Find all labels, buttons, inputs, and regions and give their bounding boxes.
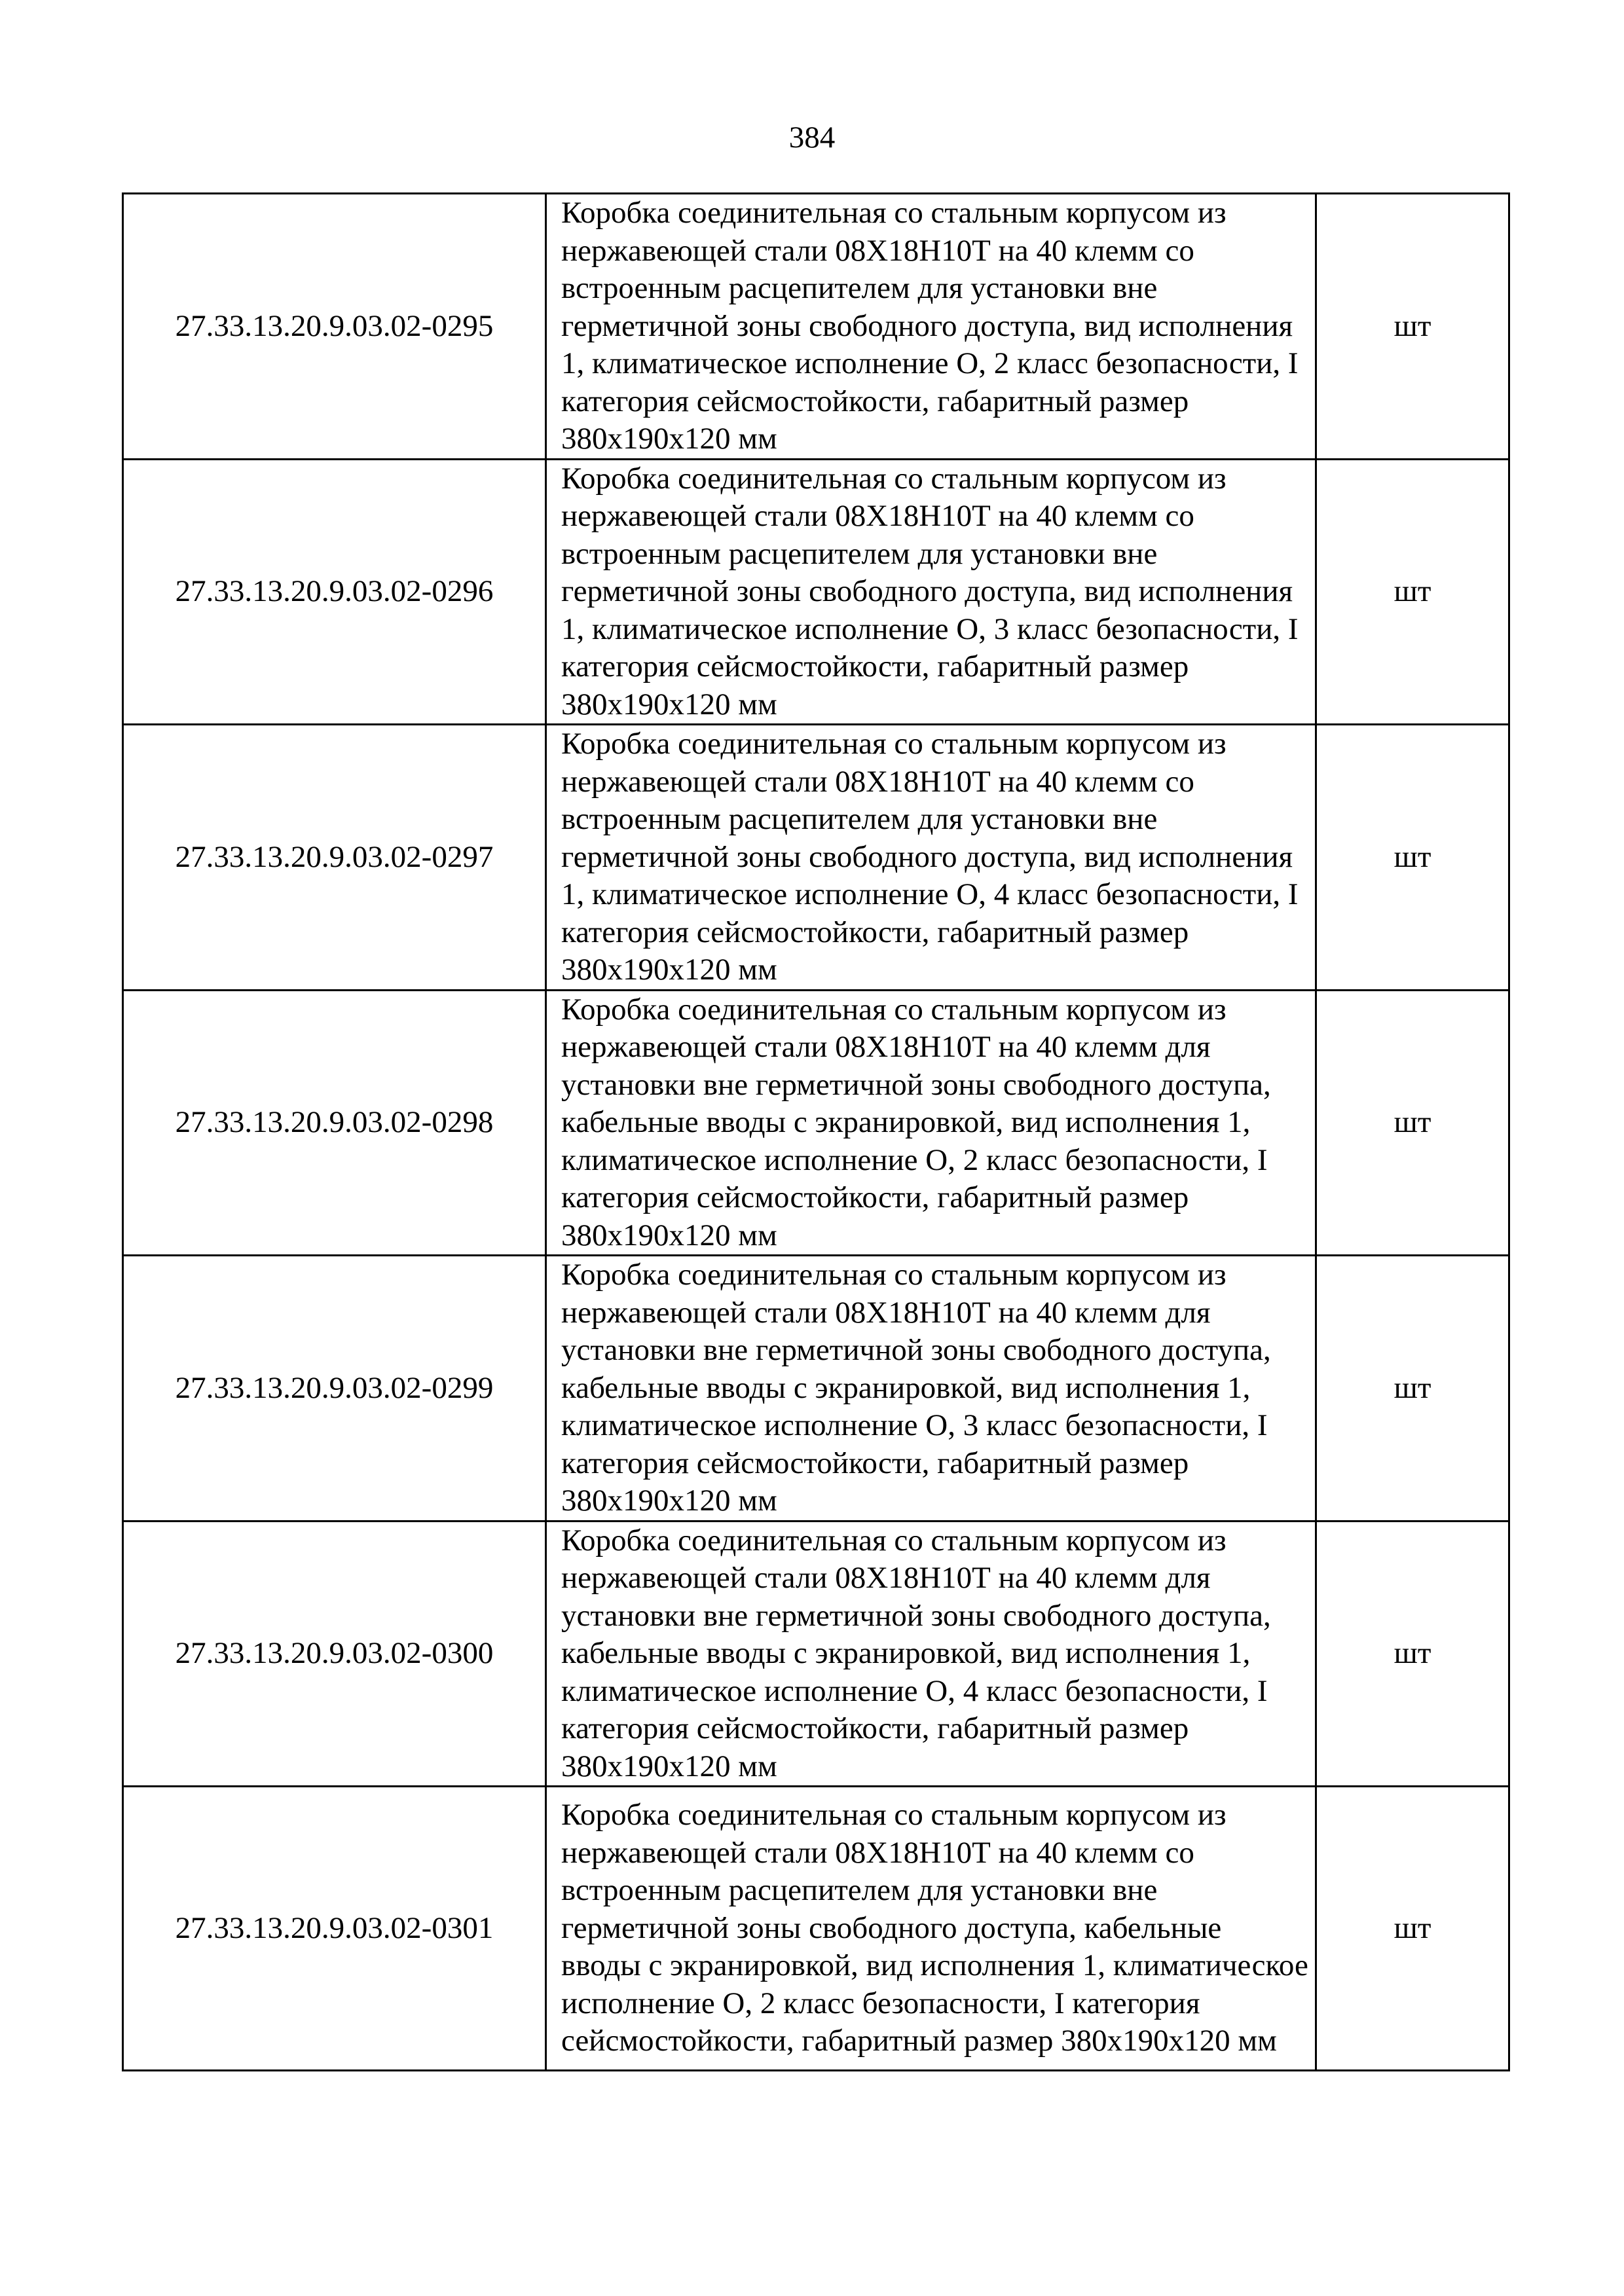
resource-code: 27.33.13.20.9.03.02-0296 xyxy=(123,459,546,725)
table-row xyxy=(123,1521,1509,1787)
resource-description: Коробка соединительная со стальным корпусом из нержавеющей стали 08Х18Н10Т на 40 клемм для установки вне герметичной зоны свободного доступа, кабельные вводы с экранировкой, вид исполнения 1, климатическое исполнение О, 2 класс безопасности, I категория сейсмостойкости, габаритный размер 380х190х120 мм xyxy=(546,990,1316,1256)
table-row xyxy=(123,194,1509,460)
resource-code: 27.33.13.20.9.03.02-0297 xyxy=(123,725,546,991)
resource-code: 27.33.13.20.9.03.02-0299 xyxy=(123,1256,546,1522)
table-row xyxy=(123,1256,1509,1522)
unit-of-measure: шт xyxy=(1316,1521,1509,1787)
resource-description: Коробка соединительная со стальным корпусом из нержавеющей стали 08Х18Н10Т на 40 клемм со встроенным расцепителем для установки вне герметичной зоны свободного доступа, кабельные вводы с экранировкой, вид исполнения 1, климатическое исполнение О, 2 класс безопасности, I категория сейсмостойкости, габаритный размер 380х190х120 мм xyxy=(546,1787,1316,2071)
table-row xyxy=(123,459,1509,725)
table-row xyxy=(123,990,1509,1256)
resource-description: Коробка соединительная со стальным корпусом из нержавеющей стали 08Х18Н10Т на 40 клемм со встроенным расцепителем для установки вне герметичной зоны свободного доступа, вид исполнения 1, климатическое исполнение О, 2 класс безопасности, I категория сейсмостойкости, габаритный размер 380х190х120 мм xyxy=(546,194,1316,460)
page-number: 384 xyxy=(788,120,836,155)
unit-of-measure: шт xyxy=(1316,459,1509,725)
resource-code: 27.33.13.20.9.03.02-0300 xyxy=(123,1521,546,1787)
resource-code: 27.33.13.20.9.03.02-0301 xyxy=(123,1787,546,2071)
unit-of-measure: шт xyxy=(1316,725,1509,991)
resource-description: Коробка соединительная со стальным корпусом из нержавеющей стали 08Х18Н10Т на 40 клемм для установки вне герметичной зоны свободного доступа, кабельные вводы с экранировкой, вид исполнения 1, климатическое исполнение О, 4 класс безопасности, I категория сейсмостойкости, габаритный размер 380х190х120 мм xyxy=(546,1521,1316,1787)
resource-code: 27.33.13.20.9.03.02-0295 xyxy=(123,194,546,460)
table-row xyxy=(123,725,1509,991)
resource-table xyxy=(122,192,1510,2071)
unit-of-measure: шт xyxy=(1316,194,1509,460)
resource-code: 27.33.13.20.9.03.02-0298 xyxy=(123,990,546,1256)
resource-description: Коробка соединительная со стальным корпусом из нержавеющей стали 08Х18Н10Т на 40 клемм со встроенным расцепителем для установки вне герметичной зоны свободного доступа, вид исполнения 1, климатическое исполнение О, 3 класс безопасности, I категория сейсмостойкости, габаритный размер 380х190х120 мм xyxy=(546,459,1316,725)
table-row xyxy=(123,1787,1509,2071)
unit-of-measure: шт xyxy=(1316,1787,1509,2071)
resource-description: Коробка соединительная со стальным корпусом из нержавеющей стали 08Х18Н10Т на 40 клемм для установки вне герметичной зоны свободного доступа, кабельные вводы с экранировкой, вид исполнения 1, климатическое исполнение О, 3 класс безопасности, I категория сейсмостойкости, габаритный размер 380х190х120 мм xyxy=(546,1256,1316,1522)
unit-of-measure: шт xyxy=(1316,990,1509,1256)
unit-of-measure: шт xyxy=(1316,1256,1509,1522)
resource-description: Коробка соединительная со стальным корпусом из нержавеющей стали 08Х18Н10Т на 40 клемм со встроенным расцепителем для установки вне герметичной зоны свободного доступа, вид исполнения 1, климатическое исполнение О, 4 класс безопасности, I категория сейсмостойкости, габаритный размер 380х190х120 мм xyxy=(546,725,1316,991)
